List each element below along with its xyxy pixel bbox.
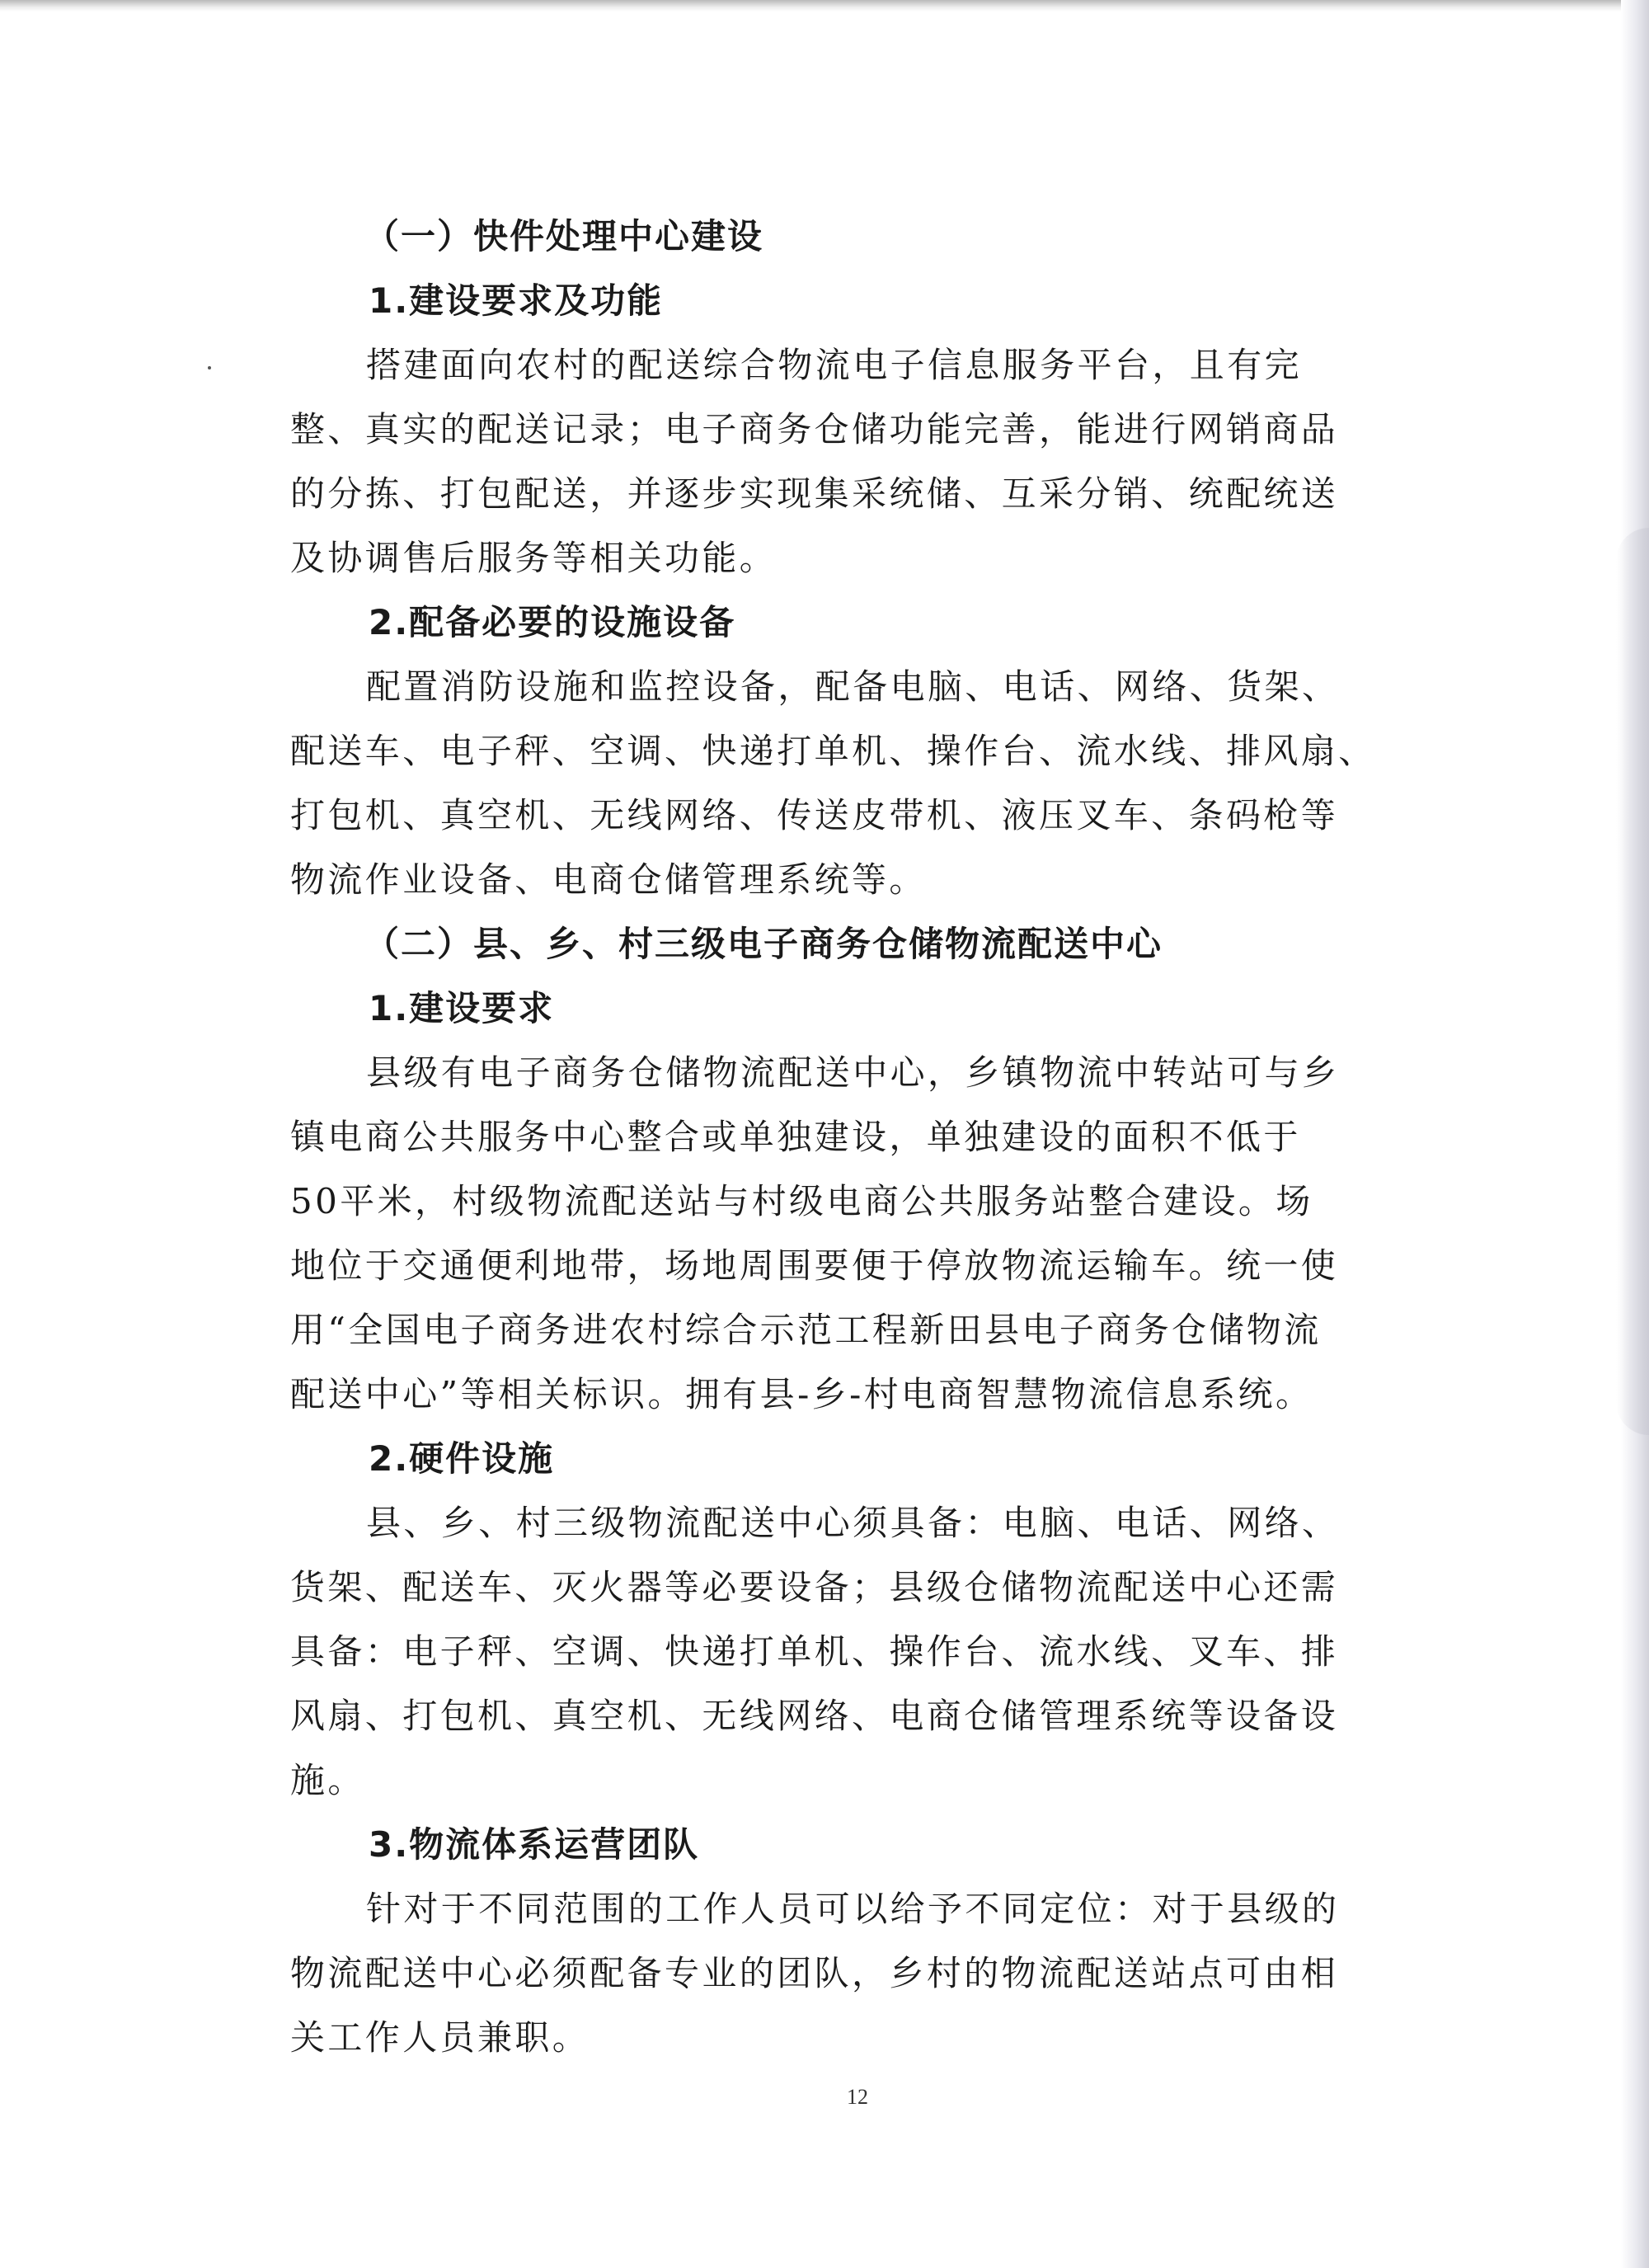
paragraph-line: 镇电商公共服务中心整合或单独建设，单独建设的面积不低于 [290, 1117, 1301, 1157]
paragraph-line: 整、真实的配送记录；电子商务仓储功能完善，能进行网销商品 [290, 409, 1339, 449]
paragraph-line: 县级有电子商务仓储物流配送中心，乡镇物流中转站可与乡 [366, 1052, 1340, 1093]
section-heading-1: （一）快件处理中心建设 [364, 216, 764, 256]
paragraph-line: 配置消防设施和监控设备，配备电脑、电话、网络、货架、 [366, 666, 1340, 707]
paragraph-line: 配送中心”等相关标识。拥有县-乡-村电商智慧物流信息系统。 [290, 1374, 1313, 1414]
subheading-2-3: 3.物流体系运营团队 [369, 1824, 700, 1865]
scan-page-fold [1616, 528, 1649, 1435]
scan-speck [208, 366, 211, 369]
scan-top-shadow [0, 0, 1649, 12]
paragraph-line: 用“全国电子商务进农村综合示范工程新田县电子商务仓储物流 [290, 1310, 1322, 1350]
paragraph-line: 搭建面向农村的配送综合物流电子信息服务平台，且有完 [366, 345, 1303, 385]
page-number: 12 [847, 2085, 868, 2109]
paragraph-line: 物流配送中心必须配备专业的团队，乡村的物流配送站点可由相 [290, 1953, 1339, 1993]
subheading-1-2: 2.配备必要的设施设备 [369, 602, 736, 642]
paragraph-line: 地位于交通便利地带，场地周围要便于停放物流运输车。统一使 [290, 1245, 1339, 1286]
paragraph-line: 针对于不同范围的工作人员可以给予不同定位：对于县级的 [366, 1889, 1340, 1929]
paragraph-line: 施。 [290, 1760, 365, 1800]
paragraph-line: 配送车、电子秤、空调、快递打单机、操作台、流水线、排风扇、 [290, 731, 1376, 771]
paragraph-line: 物流作业设备、电商仓储管理系统等。 [290, 859, 927, 900]
paragraph-line: 关工作人员兼职。 [290, 2017, 590, 2058]
subheading-2-2: 2.硬件设施 [369, 1438, 555, 1479]
subheading-1-1: 1.建设要求及功能 [369, 280, 664, 321]
paragraph-line: 风扇、打包机、真空机、无线网络、电商仓储管理系统等设备设 [290, 1696, 1339, 1736]
document-body [290, 205, 1412, 2070]
paragraph-line: 具备：电子秤、空调、快递打单机、操作台、流水线、叉车、排 [290, 1631, 1339, 1672]
paragraph-line: 的分拣、打包配送，并逐步实现集采统储、互采分销、统配统送 [290, 473, 1339, 514]
section-heading-2: （二）县、乡、村三级电子商务仓储物流配送中心 [364, 924, 1163, 964]
paragraph-line: 货架、配送车、灭火器等必要设备；县级仓储物流配送中心还需 [290, 1567, 1339, 1607]
paragraph-line: 及协调售后服务等相关功能。 [290, 538, 778, 578]
paragraph-line: 打包机、真空机、无线网络、传送皮带机、液压叉车、条码枪等 [290, 795, 1339, 835]
paragraph-line: 县、乡、村三级物流配送中心须具备：电脑、电话、网络、 [366, 1503, 1340, 1543]
paragraph-line: 50平米，村级物流配送站与村级电商公共服务站整合建设。场 [290, 1181, 1313, 1221]
subheading-2-1: 1.建设要求 [369, 988, 555, 1028]
